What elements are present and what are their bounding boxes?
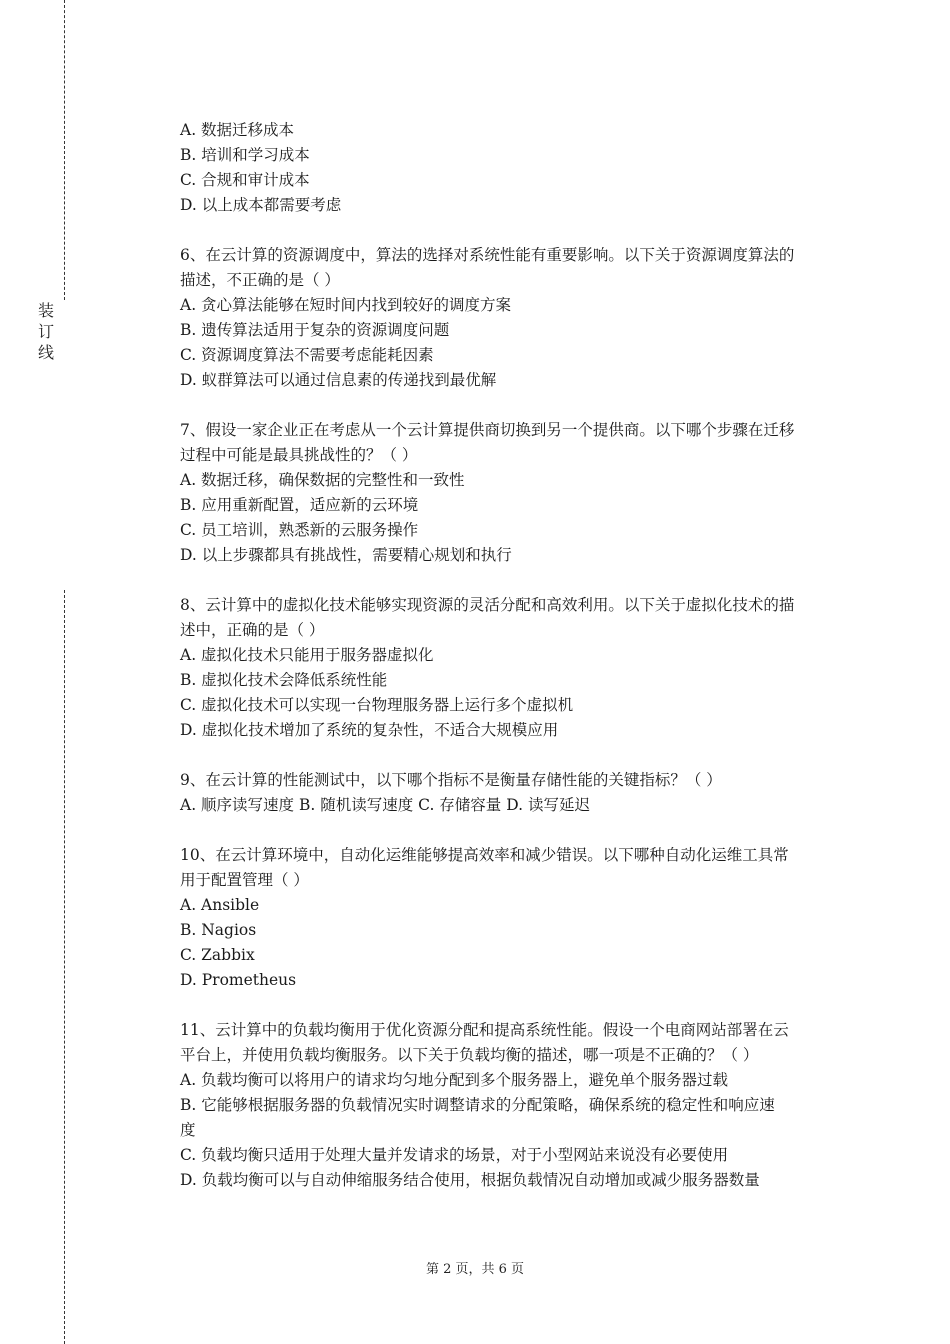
question-stem: 描述，不正确的是（ ）	[180, 271, 340, 289]
binding-char: 装	[37, 301, 54, 320]
option-line: C. 员工培训，熟悉新的云服务操作	[180, 521, 419, 539]
option-line: A. 虚拟化技术只能用于服务器虚拟化	[180, 646, 434, 664]
option-line: D. 以上成本都需要考虑	[180, 196, 342, 214]
binding-char: 订	[37, 322, 54, 341]
option-line: D. Prometheus	[180, 971, 297, 989]
option-line: D. 以上步骤都具有挑战性，需要精心规划和执行	[180, 546, 512, 564]
question-stem: 10、在云计算环境中，自动化运维能够提高效率和减少错误。以下哪种自动化运维工具常	[180, 846, 789, 864]
option-line: B. 培训和学习成本	[180, 146, 310, 164]
question-stem: 11、云计算中的负载均衡用于优化资源分配和提高系统性能。假设一个电商网站部署在云	[180, 1021, 789, 1039]
option-line: B. 应用重新配置，适应新的云环境	[180, 496, 419, 514]
question-stem: 7、假设一家企业正在考虑从一个云计算提供商切换到另一个提供商。以下哪个步骤在迁移	[180, 421, 795, 439]
option-line: A. 负载均衡可以将用户的请求均匀地分配到多个服务器上，避免单个服务器过载	[180, 1071, 729, 1089]
option-line: A. 顺序读写速度 B. 随机读写速度 C. 存储容量 D. 读写延迟	[180, 796, 590, 814]
option-line: D. 负载均衡可以与自动伸缩服务结合使用，根据负载情况自动增加或减少服务器数量	[180, 1171, 760, 1189]
question-8	[180, 593, 842, 743]
option-line-continued: 度	[180, 1121, 196, 1139]
question-11	[180, 1018, 842, 1193]
option-line: A. 数据迁移成本	[180, 121, 295, 139]
question-7	[180, 418, 842, 568]
question-6	[180, 243, 842, 393]
question-stem: 9、在云计算的性能测试中，以下哪个指标不是衡量存储性能的关键指标？（ ）	[180, 771, 722, 789]
question-stem: 用于配置管理（ ）	[180, 871, 309, 889]
option-line: C. 资源调度算法不需要考虑能耗因素	[180, 346, 434, 364]
option-line: D. 蚁群算法可以通过信息素的传递找到最优解	[180, 371, 497, 389]
binding-line-bottom	[64, 590, 65, 1344]
binding-label	[36, 300, 56, 363]
option-line: B. 虚拟化技术会降低系统性能	[180, 671, 388, 689]
page-footer: 第 2 页，共 6 页	[425, 1262, 525, 1277]
binding-line-top	[64, 0, 65, 300]
option-line: C. 负载均衡只适用于处理大量并发请求的场景，对于小型网站来说没有必要使用	[180, 1146, 729, 1164]
question-content	[180, 118, 842, 1193]
option-line: A. 数据迁移，确保数据的完整性和一致性	[180, 471, 465, 489]
option-line: C. Zabbix	[180, 946, 255, 964]
question-stem: 过程中可能是最具挑战性的？（ ）	[180, 446, 418, 464]
question-9	[180, 768, 842, 818]
question-stem: 8、云计算中的虚拟化技术能够实现资源的灵活分配和高效利用。以下关于虚拟化技术的描	[180, 596, 795, 614]
option-line: C. 虚拟化技术可以实现一台物理服务器上运行多个虚拟机	[180, 696, 574, 714]
option-line: A. Ansible	[180, 896, 260, 914]
option-line: B. 遗传算法适用于复杂的资源调度问题	[180, 321, 450, 339]
question-stem: 6、在云计算的资源调度中，算法的选择对系统性能有重要影响。以下关于资源调度算法的	[180, 246, 795, 264]
question-stem: 平台上，并使用负载均衡服务。以下关于负载均衡的描述，哪一项是不正确的？（ ）	[180, 1046, 759, 1064]
question-5-options	[180, 118, 842, 218]
binding-char: 线	[37, 343, 54, 362]
option-line: D. 虚拟化技术增加了系统的复杂性，不适合大规模应用	[180, 721, 559, 739]
question-10	[180, 843, 842, 993]
option-line: A. 贪心算法能够在短时间内找到较好的调度方案	[180, 296, 512, 314]
option-line: C. 合规和审计成本	[180, 171, 310, 189]
option-line: B. Nagios	[180, 921, 257, 939]
question-stem: 述中，正确的是（ ）	[180, 621, 325, 639]
option-line: B. 它能够根据服务器的负载情况实时调整请求的分配策略，确保系统的稳定性和响应速	[180, 1096, 775, 1114]
